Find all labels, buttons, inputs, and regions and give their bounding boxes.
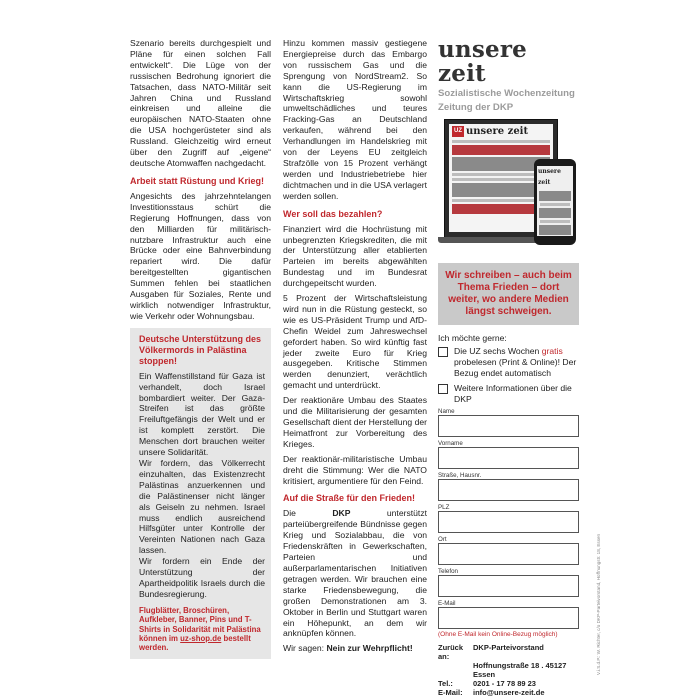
paragraph: Szenario bereits durchgespielt und Pläne für einen solchen Fall entwickelt“. Die Lüge von der russischen Bedrohung ignoriert die Tatsachen, dass NATO-Militär seit Jahren China und Russland einkreisen und alleine die europäischen NATO-Staaten ohne die USA hochgerüsteter sind als Russland. Gleichzeitig wird erneut über den Zugriff auf „eigene“ deutsche Atomwaffen nachgedacht. (130, 38, 271, 168)
field-label: E-Mail (438, 600, 456, 608)
field-label: Vorname (438, 440, 463, 448)
info-text: Weitere Informationen über die DKP (454, 382, 572, 404)
email-address[interactable]: info@unsere-zeit.de (473, 688, 545, 698)
box-title: Deutsche Unterstützung des Völkermords in Palästina stoppen! (139, 333, 262, 366)
info-option[interactable] (438, 383, 579, 405)
addr-key: Zurück an: (438, 643, 464, 662)
imprint-vertical (588, 480, 601, 680)
closing-slogan: Nein zur Wehrpflicht! (326, 643, 413, 654)
addr-value: Hoffnungstraße 18 . 45127 Essen (473, 661, 567, 680)
zip-input[interactable] (438, 511, 579, 533)
name-field (438, 408, 579, 437)
field-label: Telefon (438, 568, 458, 576)
masthead-subtitle: Zeitung der DKP (438, 101, 514, 113)
field-label: Ort (438, 536, 447, 544)
tagline-banner: Wir schreiben – auch beim Thema Frieden – dort weiter, wo andere Medien längst schweigen. (438, 263, 579, 325)
info-checkbox[interactable] (438, 384, 448, 394)
paragraph: Hinzu kommen massiv gestiegene Energiepreise durch das Embargo von russischem Gas und die Sprengung von NordStream2. So kann die US-Regierung im Wirtschaftskrieg sowohl umweltschädliches und teures Fracking-Gas an Deutschland verkaufen, während bei den Verhandlungen im Handelskrieg mit von der Leyens EU zeitgleich Strafzölle von 15 Prozent verhängt werden und Industriebetriebe hier dichtmachen und in die USA verlagert werden sollen. (283, 38, 427, 201)
section-heading: Wer soll das bezahlen? (283, 208, 383, 219)
first-name-field (438, 440, 579, 469)
city-field (438, 536, 579, 565)
trial-option[interactable] (438, 346, 579, 379)
paragraph: Der reaktionäre Umbau des Staates und die Militarisierung der gesamten Gesellschaft dient der Herstellung der Heimatfront zur Vorbereitung des Krieges. (283, 395, 427, 449)
box-footer-end: bestellt werden. (139, 634, 251, 653)
newspaper-title: unsere zeit (466, 125, 529, 137)
email-field (438, 600, 579, 629)
city-input[interactable] (438, 543, 579, 565)
dkp-logo-text: DKP (332, 508, 351, 519)
dkp-pre: Die (283, 508, 296, 519)
column-2 (283, 38, 427, 658)
paragraph: 5 Prozent der Wirtschaftsleistung wird nun in die Rüstung gesteckt, so wie es US-Präsident Trump und AfD-Chefin Weidel zum Jahreswechsel gefordert haben. So wird künftig fast jeder zweite Euro für Krieg ausgegeben. Kritische Stimmen werden denunziert, verächtlich gemacht und unterdrückt. (283, 293, 427, 391)
paragraph: Angesichts des jahrzehntelangen Investitionsstaus schürt die Regierung Hoffnungen, dass von den Milliarden für militärisch-nutzbare Infrastruktur auch eine Brücke oder eine Bahnverbindung repariert wird. Die dafür bereitgestellten gigantischen Summen fehlen bei staatlichen Ausgaben für Soziales, Rente und wirklich notwendiger Infrastruktur, wie Verkehr oder Wohnungsbau. (130, 190, 271, 321)
addr-value: 0201 - 17 78 89 23 (473, 679, 536, 689)
box-footer-text: Flugblätter, Broschüren, Aufkleber, Banner, Pins und T-Shirts in Solidarität mit Palästina können im (139, 605, 261, 643)
zip-field (438, 504, 579, 533)
imprint-text: V.i.S.d.P.: W. Richter, c/o DKP-Parteivorstand, Hoffnungstr. 18, Essen (596, 533, 601, 675)
shop-link[interactable]: uz-shop.de (180, 634, 222, 643)
addr-key: E-Mail: (438, 688, 463, 698)
name-input[interactable] (438, 415, 579, 437)
field-label: PLZ (438, 504, 450, 512)
paragraph: Der reaktionär-militaristische Umbau dreht die Stimmung: Wer die NATO kritisiert, argumentiere für den Feind. (283, 453, 427, 486)
email-notice: (Ohne E-Mail kein Online-Bezug möglich) (438, 631, 558, 639)
masthead: unsere zeit (438, 36, 527, 87)
addr-value: DKP-Parteivorstand (473, 643, 544, 653)
field-label: Name (438, 408, 455, 416)
trial-checkbox[interactable] (438, 347, 448, 357)
column-1 (130, 38, 271, 659)
box-footer (139, 606, 265, 653)
trial-gratis: gratis (541, 345, 563, 356)
form-intro: Ich möchte gerne: (438, 333, 507, 343)
street-field (438, 472, 579, 501)
closing-line (283, 643, 427, 654)
palestine-box (130, 328, 271, 659)
device-promo-image (438, 119, 579, 261)
trial-text-end: probelesen (Print & Online)! Der Bezug endet automatisch (454, 356, 577, 378)
box-paragraph: Wir fordern, das Völkerrecht einzuhalten, das Existenzrecht Palästinas anzuerkennen und die Palästinenser nicht länger als Geiseln zu nehmen. Israel muss endlich ausreichend Hilfsgüter unter Kontrolle der Vereinten Nationen nach Gaza lassen. (139, 458, 265, 556)
street-input[interactable] (438, 479, 579, 501)
paragraph-text: unterstützt parteiübergreifende Bündnisse gegen Krieg und Sozialabbau, die von Friedenskräften in Gewerkschaften, Parteien und außerparlamentarischen Initiativen getragen werden. Wir brauchen eine starke Friedensbewegung, die großen Demonstrationen am 3. Oktober in Berlin und Stuttgart waren ein Höhepunkt, an dem wir anknüpfen können. (283, 508, 427, 639)
phone-input[interactable] (438, 575, 579, 597)
closing-pre: Wir sagen: (283, 643, 325, 654)
box-paragraph: Ein Waffenstillstand für Gaza ist verhandelt, doch Israel bombardiert weiter. Der Gaza-Streifen ist das größte Freiluftgefängis der Welt und er ist komplett zerstört. Die Menschen dort brauchen weiter unsere Solidarität. (139, 370, 265, 458)
paragraph (283, 508, 427, 639)
masthead-subtitle: Sozialistische Wochenzeitung (438, 88, 575, 99)
paragraph: Finanziert wird die Hochrüstung mit unbegrenzten Kriegskrediten, die mit der Unterstützung aller etablierten Parteien im bereits abgewählten Bundestag und im Bundesrat durchgepeitscht wurden. (283, 223, 427, 289)
uz-logo-badge: UZ (452, 126, 464, 137)
section-heading: Arbeit statt Rüstung und Krieg! (130, 175, 264, 186)
phone-field (438, 568, 579, 597)
email-input[interactable] (438, 607, 579, 629)
phone-newspaper-title: unsere zeit (538, 168, 561, 186)
box-paragraph: Wir fordern ein Ende der Unterstützung der Apartheidpolitik Israels durch die Bundesregierung. (139, 556, 265, 599)
addr-key: Tel.: (438, 679, 453, 689)
phone-image (534, 159, 576, 245)
first-name-input[interactable] (438, 447, 579, 469)
section-heading: Auf die Straße für den Frieden! (283, 493, 416, 504)
subscription-column (438, 38, 579, 697)
trial-text: Die UZ sechs Wochen (454, 345, 540, 356)
return-address (438, 643, 579, 697)
field-label: Straße, Hausnr. (438, 472, 482, 480)
